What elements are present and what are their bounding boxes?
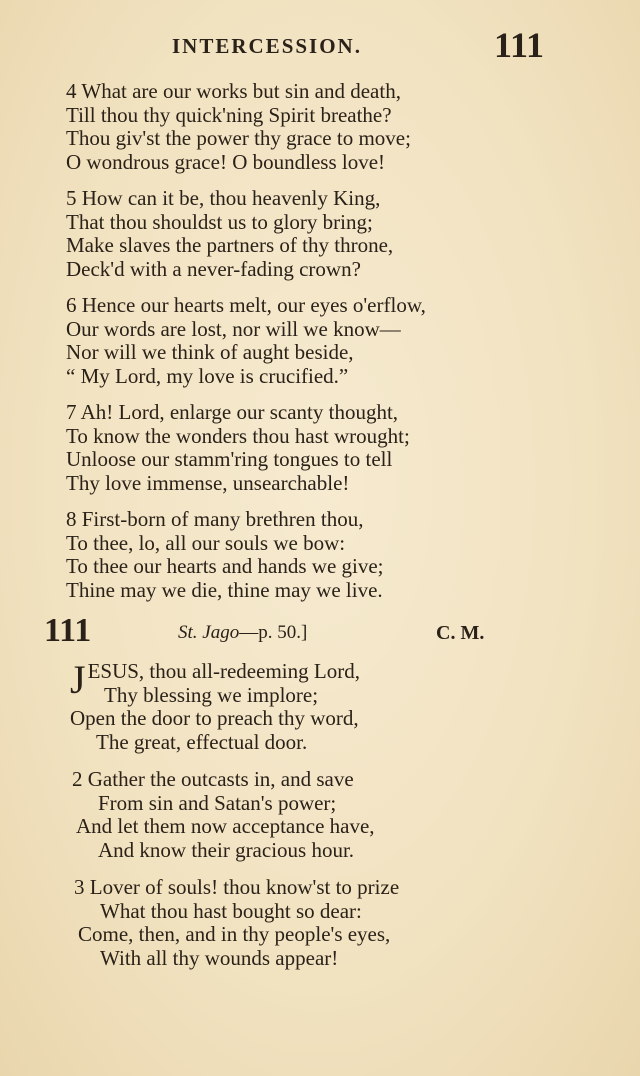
verse-line: Unloose our stamm'ring tongues to tell — [66, 447, 393, 471]
hymn-meter: C. M. — [436, 622, 485, 644]
verse-line: 7 Ah! Lord, enlarge our scanty thought, — [66, 400, 399, 424]
verse-line: To thee, lo, all our souls we bow: — [66, 530, 346, 555]
stanza-6 — [66, 294, 426, 388]
verse-line: Come, then, and in thy people's eyes, — [78, 922, 391, 946]
verse-line: That thou shouldst us to glory bring; — [66, 209, 373, 234]
verse-line: With all thy wounds appear! — [100, 945, 339, 970]
verse-line: 4 What are our works but sin and death, — [66, 79, 401, 103]
verse-line: 2 Gather the outcasts in, and save — [72, 767, 354, 791]
verse-line: Thine may we die, thine may we live. — [66, 577, 383, 602]
tune-name: St. Jago — [178, 622, 240, 643]
hymn-stanza-1 — [70, 657, 360, 754]
verse-line: And know their gracious hour. — [98, 837, 355, 862]
verse-line: To know the wonders thou hast wrought; — [66, 423, 410, 448]
stanza-4 — [66, 80, 411, 174]
hymn-stanza-2 — [72, 768, 375, 862]
verse-line: Thy blessing we implore; — [104, 682, 319, 707]
verse-line: To thee our hearts and hands we give; — [66, 554, 384, 578]
verse-line: O wondrous grace! O boundless love! — [66, 149, 386, 174]
verse-line: Our words are lost, nor will we know— — [66, 316, 401, 341]
first-line-text: ESUS, thou all-redeeming Lord, — [87, 659, 360, 683]
hymn-stanza-3 — [74, 876, 399, 970]
verse-line: 3 Lover of souls! thou know'st to prize — [74, 875, 400, 899]
verse-line: Till thou thy quick'ning Spirit breathe? — [66, 102, 392, 127]
stanza-7 — [66, 401, 410, 495]
verse-line: 6 Hence our hearts melt, our eyes o'erflow, — [66, 293, 426, 317]
verse-line: And let them now acceptance have, — [76, 814, 375, 838]
verse-line: From sin and Satan's power; — [98, 790, 337, 815]
verse-line: Make slaves the partners of thy throne, — [66, 233, 394, 257]
page-number: 111 — [494, 25, 545, 65]
verse-line: 5 How can it be, thou heavenly King, — [66, 186, 381, 210]
verse-line: The great, effectual door. — [96, 729, 308, 754]
verse-line: What thou hast bought so dear: — [100, 898, 362, 923]
hymn-heading — [0, 612, 640, 652]
verse-line: Nor will we think of aught beside, — [66, 340, 354, 364]
verse-line: Open the door to preach thy word, — [70, 706, 359, 730]
tune-page-ref: —p. 50.] — [239, 622, 308, 643]
verse-line: 8 First-born of many brethren thou, — [66, 507, 364, 531]
stanza-8 — [66, 508, 384, 602]
stanza-5 — [66, 187, 393, 281]
drop-cap: J — [70, 657, 86, 702]
verse-line: Thy love immense, unsearchable! — [66, 470, 350, 495]
verse-line: “ My Lord, my love is crucified.” — [66, 363, 349, 388]
tune-reference — [178, 622, 307, 644]
hymn-number: 111 — [44, 612, 92, 649]
verse-line: Thou giv'st the power thy grace to move; — [66, 126, 411, 150]
page-header-title: INTERCESSION. — [172, 34, 362, 58]
verse-line: Deck'd with a never-fading crown? — [66, 256, 361, 281]
